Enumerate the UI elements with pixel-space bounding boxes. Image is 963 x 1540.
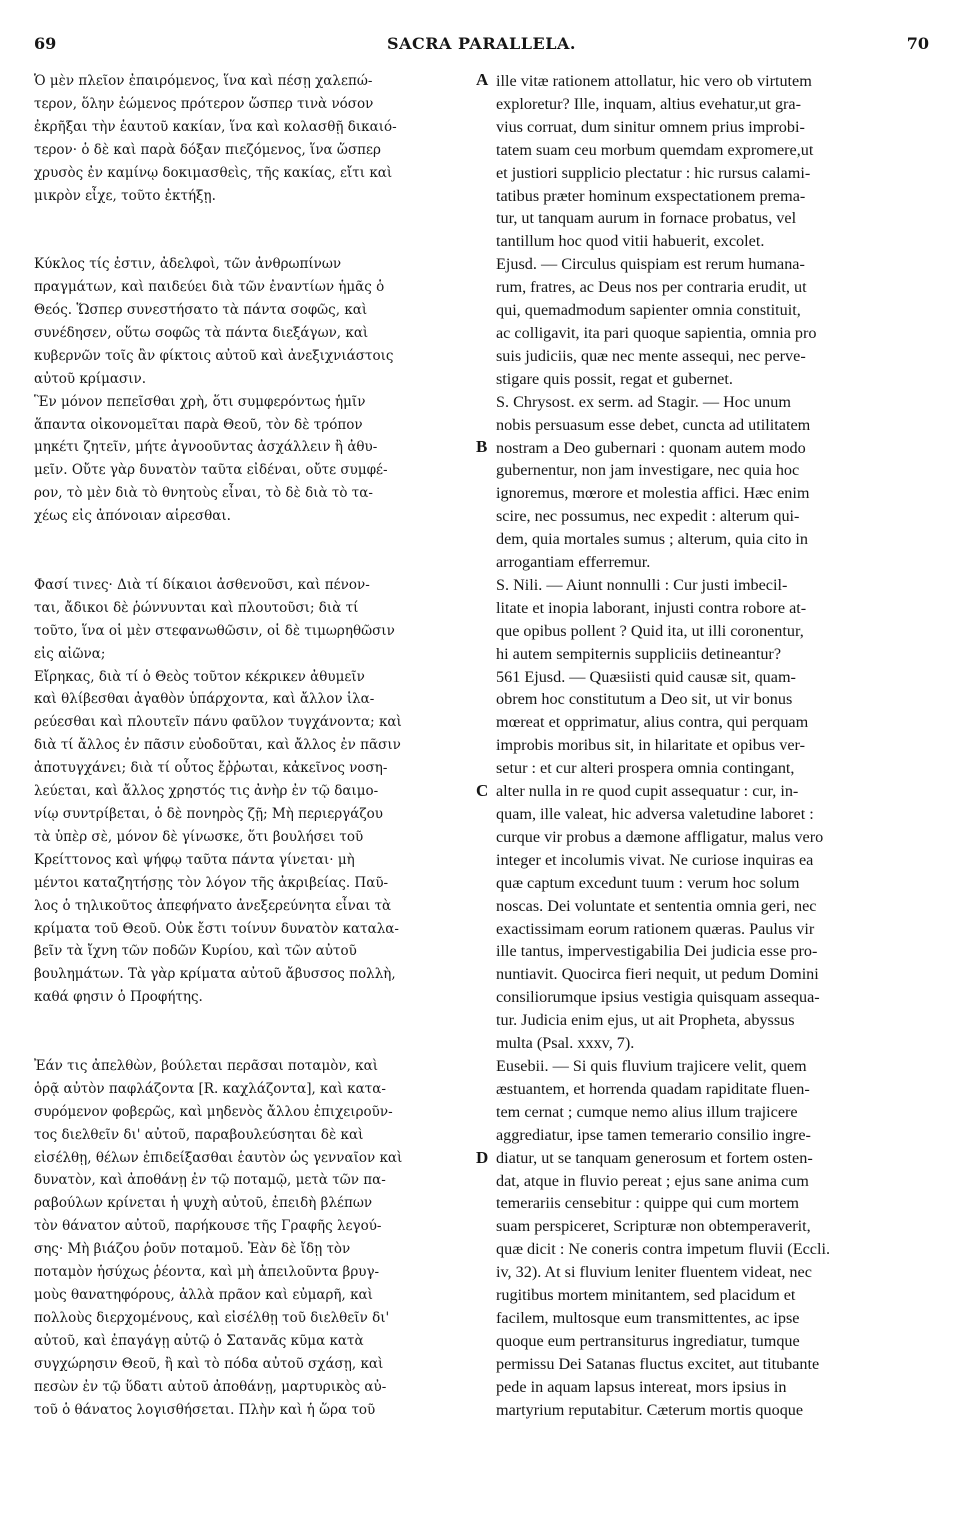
text-line: τὰ ὑπὲρ σὲ, μόνον δὲ γίνωσκε, ὅτι βουλήσει τοῦ <box>34 828 364 845</box>
margin-letter-c: C <box>476 781 489 800</box>
text-line: suam perspiceret, Scripturæ non obtemperaverit, <box>496 1217 811 1236</box>
text-line: iv, 32). At si fluvium leniter fluentem videat, nec <box>496 1263 812 1282</box>
text-line: nuntiavit. Quocirca fieri nequit, ut pedum Domini <box>496 965 819 984</box>
text-line: ρεύεσθαι καὶ πλουτεῖν πάνυ φαῦλον τυγχάνοντα; καὶ <box>34 714 402 731</box>
text-line: permissu Dei Satanas fluctus excitet, aut titubante <box>496 1354 820 1373</box>
text-line: tatem suam ceu morbum quemdam expromere,ut <box>496 140 814 159</box>
greek-paragraph-1 <box>34 70 472 207</box>
text-line: ὁρᾷ αὐτὸν παφλάζοντα [R. καχλάζοντα], καὶ κατα- <box>34 1080 386 1097</box>
text-line: suis judiciis, quæ nec mente assequi, nec perve- <box>496 346 806 365</box>
latin-paragraph-3 <box>496 391 932 574</box>
text-line: ac colligavit, ita pari quoque sapientia, omnia pro <box>496 323 817 342</box>
text-line: καὶ θλίβεσθαι ἀγαθὸν ὑπάρχοντα, καὶ ἄλλον ἱλα- <box>34 691 375 708</box>
text-line: gubernentur, non jam investigare, nec quia hoc <box>496 461 800 480</box>
text-line: ται, ἄδικοι δὲ ῥώννυνται καὶ πλουτοῦσι; διὰ τί <box>34 599 359 616</box>
text-line: quoque eum pertransiturus ingrediatur, tumque <box>496 1331 800 1350</box>
text-line: βουλημάτων. Τὰ γὰρ κρίματα αὐτοῦ ἄβυσσος πολλὴ, <box>34 966 396 983</box>
text-line: 561 Ejusd. — Quæsiisti quid causæ sit, quam- <box>496 667 796 686</box>
text-line: S. Nili. — Aiunt nonnulli : Cur justi imbecil- <box>496 575 788 594</box>
text-line: stigare quis possit, regat et gubernet. <box>496 369 733 388</box>
text-line: ἀποτυγχάνει; διὰ τί οὗτος ἔῤῥωται, κἀκεῖνος νοση- <box>34 760 388 777</box>
text-line: quam, ille valeat, hic adversa valetudine laboret : <box>496 805 814 823</box>
text-line: εἰς αἰῶνα; <box>34 645 106 662</box>
text-line: νίῳ συντρίβεται, ὁ δὲ πονηρὸς ζῇ; Μὴ περιεργάζου <box>34 805 383 822</box>
text-line: integer et incolumis vivat. Ne curiose inquiras ea <box>496 850 814 869</box>
margin-letter-a: A <box>476 70 489 89</box>
latin-paragraph-4 <box>496 574 932 666</box>
text-line: Φασί τινες· Διὰ τί δίκαιοι ἀσθενοῦσι, καὶ πένον- <box>34 576 370 593</box>
text-line: obrem hoc constitutum a Deo sit, ut vir bonus <box>496 690 793 709</box>
text-line: Ejusd. — Circulus quispiam est rerum humana- <box>496 255 805 274</box>
text-line: tur, ut tanquam aurum in fornace probatus, vel <box>496 209 797 228</box>
text-line: Ἐάν τις ἀπελθὼν, βούλεται περᾶσαι ποταμὸν, καὶ <box>34 1057 379 1074</box>
text-line: ραβούλων κρίνεται ἡ ψυχὴ αὐτοῦ, ἐπειδὴ βλέπων <box>34 1195 373 1212</box>
text-line: συρόμενον φοβερῶς, καὶ μηδενὸς ἄλλου ἐπιχειροῦν- <box>34 1103 393 1120</box>
text-line: αὐτοῦ κρίμασιν. <box>34 370 146 387</box>
text-line: ille tantus, impervestigabilia Dei judicia esse pro- <box>496 942 818 961</box>
text-line: temerariis censebitur : quippe qui cum mortem <box>496 1194 799 1213</box>
text-line: alter nulla in re quod cupit assequatur : cur, in- <box>496 782 799 801</box>
text-line: curque vir probus a dæmone affligatur, malus vero <box>496 827 824 846</box>
text-line: πολλοὺς διερχομένους, καὶ εἰσέλθῃ τοῦ διελθεῖν δι' <box>34 1309 390 1326</box>
text-line: συνέδησεν, οὕτω σοφῶς τὰ πάντα διεξάγων, καὶ <box>34 324 369 341</box>
text-line: τοῦτο, ἵνα οἱ μὲν στεφανωθῶσιν, οἱ δὲ τιμωρηθῶσιν <box>34 622 395 639</box>
text-line: λεύεται, καὶ ἄλλος χρηστός τις ἀνὴρ ἐν τῷ δαιμο- <box>34 783 379 800</box>
text-line: tantillum hoc quod vitii habuerit, excolet. <box>496 232 765 251</box>
text-line: Εἴρηκας, διὰ τί ὁ Θεὸς τοῦτον κέκρικεν ἀθυμεῖν <box>34 668 365 685</box>
text-line: κρίματα τοῦ Θεοῦ. Οὐκ ἔστι τοίνυν δυνατὸν καταλα- <box>34 920 399 937</box>
text-line: χέως εἰς ἀπόνοιαν αἱρεσθαι. <box>34 508 231 525</box>
text-line: εἰσέλθῃ, θέλων ἐπιδείξασθαι ἑαυτὸν ὡς γενναῖον καὶ <box>34 1149 403 1166</box>
text-line: exploretur? Ille, inquam, altius evehatur,ut gra- <box>496 94 802 113</box>
text-line: consiliorumque ipsius vestigia quisquam assequa- <box>496 988 820 1007</box>
greek-paragraph-6 <box>34 1055 472 1422</box>
text-line: que opibus pollent ? Quid ita, ut illi coronentur, <box>496 621 804 640</box>
text-line: et justiori supplicio plectatur : hic rursus calami- <box>496 163 811 182</box>
margin-letter-d: D <box>476 1148 489 1167</box>
text-line: arrogantiam efferremur. <box>496 553 651 572</box>
text-line: μέντοι καταζητήσῃς τὸν λόγον τῆς ἀκριβείας. Παῦ- <box>34 874 389 891</box>
text-line: ἐκρῆξαι τὴν ἑαυτοῦ κακίαν, ἵνα καὶ κολασθῇ δικαιό- <box>34 118 397 135</box>
text-line: quæ dicit : Ne coneris contra impetum fluvii (Eccli. <box>496 1240 831 1259</box>
text-line: τος διελθεῖν δι' αὐτοῦ, παραβουλεύσηται δὲ καὶ <box>34 1126 364 1143</box>
text-line: συγχώρησιν Θεοῦ, ἢ καὶ τὸ πόδα αὐτοῦ σχάσῃ, καὶ <box>34 1355 384 1372</box>
text-line: scire, nec possumus, nec expedit : alterum qui- <box>496 507 800 526</box>
greek-column <box>34 70 472 1421</box>
text-line: ρον, τὸ μὲν διὰ τὸ θνητοὺς εἶναι, τὸ δὲ διὰ τὸ τα- <box>34 485 373 502</box>
text-line: quæ captum excedunt tuum : verum hoc solum <box>496 873 800 892</box>
greek-paragraph-2 <box>34 253 472 390</box>
text-line: αὐτοῦ, καὶ ἐπαγάγῃ αὐτῷ ὁ Σατανᾶς κῦμα κατὰ <box>34 1332 364 1349</box>
text-line: hi autem sempiternis suppliciis detineantur? <box>496 644 782 663</box>
right-page-number: 70 <box>906 34 929 53</box>
text-line: Ὁ μὲν πλεῖον ἐπαιρόμενος, ἵνα καὶ πέσῃ χαλεπώ- <box>34 73 373 89</box>
text-line: Κύκλος τίς ἐστιν, ἀδελφοὶ, τῶν ἀνθρωπίνων <box>34 256 342 273</box>
text-line: μικρὸν εἶχε, τοῦτο ἐκτήξῃ. <box>34 187 216 204</box>
text-line: dat, atque in fluvio pereat ; ejus sane anima cum <box>496 1171 809 1190</box>
text-line: diatur, ut se tanquam generosum et fortem osten- <box>496 1148 813 1167</box>
left-page-number: 69 <box>34 34 57 53</box>
text-line: vius corruat, dum sinitur omnem prius improbi- <box>496 117 805 136</box>
text-line: litate et inopia laborant, injusti contra robore at- <box>496 598 807 617</box>
text-line: καθά φησιν ὁ Προφήτης. <box>34 989 203 1006</box>
text-line: χρυσὸς ἐν καμίνῳ δοκιμασθεὶς, τῆς κακίας, εἴτι καὶ <box>34 164 393 181</box>
text-line: βεῖν τὰ ἴχνη τῶν ποδῶν Κυρίου, καὶ τῶν αὐτοῦ <box>34 943 357 960</box>
text-line: tem cernat ; cumque nemo alius illum trajicere <box>496 1102 798 1121</box>
text-line: διὰ τί ἄλλος ἐν πᾶσιν εὐοδοῦται, καὶ ἄλλος ἐν πᾶσιν <box>34 737 401 754</box>
text-line: τερον, ὅλην ἐώμενος πρότερον ὥσπερ τινὰ νόσον <box>34 95 374 112</box>
text-line: μοὺς θανατηφόρους, ἀλλὰ πρᾶον καὶ εὐμαρῆ, καὶ <box>34 1286 373 1303</box>
text-line: ἅπαντα οἰκονομεῖται παρὰ Θεοῦ, τὸν δὲ τρόπον <box>34 416 363 433</box>
latin-paragraph-2 <box>496 253 932 390</box>
greek-paragraph-3 <box>34 391 472 528</box>
text-line: τερον· ὁ δὲ καὶ παρὰ δόξαν πιεζόμενος, ἵνα ὥσπερ <box>34 141 381 158</box>
text-line: multa (Psal. xxxv, 7). <box>496 1034 635 1053</box>
text-line: tatibus præter hominum exspectationem prema- <box>496 186 806 205</box>
latin-paragraph-1 <box>496 70 932 253</box>
text-line: facilem, multosque eum transmittentes, ac ipse <box>496 1308 800 1327</box>
text-line: setur : et cur alteri prospera omnia contingant, <box>496 759 795 778</box>
text-line: Ἓν μόνον πεπεῖσθαι χρὴ, ὅτι συμφερόντως ἡμῖν <box>34 393 366 410</box>
text-line: πραγμάτων, καὶ παιδεύει διὰ τῶν ἐναντίων ἡμᾶς ὁ <box>34 279 385 296</box>
text-line: Θεός. Ὥσπερ συνεστήσατο τὰ πάντα σοφῶς, καὶ <box>34 302 368 319</box>
text-line: Κρείττονος καὶ ψήφῳ ταῦτα πάντα γίνεται· μὴ <box>34 851 355 868</box>
text-line: tur. Judicia enim ejus, ut ait Propheta, abyssus <box>496 1011 795 1030</box>
latin-paragraph-5 <box>496 666 932 1055</box>
text-line: æstuantem, et horrenda quadam rapiditate fluen- <box>496 1079 810 1098</box>
greek-paragraph-4 <box>34 574 472 666</box>
text-line: qui, quemadmodum sapienter omnia constituit, <box>496 301 801 320</box>
text-line: S. Chrysost. ex serm. ad Stagir. — Hoc unum <box>496 392 791 411</box>
text-line: mœreat et opprimatur, alius contra, qui perquam <box>496 713 809 732</box>
running-title: SACRA PARALLELA. <box>387 34 576 53</box>
text-line: πεσὼν ἐν τῷ ὕδατι αὐτοῦ ἀποθάνῃ, μαρτυρικὸς αὐ- <box>34 1378 387 1395</box>
text-line: ignoremus, mœrore et molestia affici. Hæc enim <box>496 484 810 503</box>
text-line: δυνατὸν, καὶ ἀποθάνῃ ἐν τῷ ποταμῷ, μετὰ τῶν πα- <box>34 1172 386 1189</box>
text-line: σης· Μὴ βιάζου ῥοῦν ποταμοῦ. Ἐὰν δὲ ἴδῃ τὸν <box>34 1241 351 1258</box>
text-line: μηκέτι ζητεῖν, μήτε ἀγνοοῦντας ἀσχάλλειν ἢ ἀθυ- <box>34 439 378 456</box>
text-line: exactissimam eorum rationem quæras. Paulus vir <box>496 919 815 938</box>
text-line: λος ὁ τηλικοῦτος ἀπεφήνατο ἀνεξερεύνητα εἶναι τὰ <box>34 897 392 914</box>
page-header <box>34 34 929 60</box>
latin-paragraph-6 <box>496 1055 932 1422</box>
text-line: τὸν θάνατον αὐτοῦ, παρήκουσε τῆς Γραφῆς λεγού- <box>34 1218 382 1235</box>
latin-column <box>496 70 932 1421</box>
text-line: martyrium reputabitur. Cæterum mortis quoque <box>496 1400 804 1419</box>
text-line: nobis persuasum esse debet, cuncta ad utilitatem <box>496 415 811 434</box>
text-line: μεῖν. Οὔτε γὰρ δυνατὸν ταῦτα εἰδέναι, οὔτε συμφέ- <box>34 462 388 479</box>
text-line: rum, fratres, ac Deus nos per contraria erudit, ut <box>496 278 807 297</box>
text-line: rugitibus mortem minitantem, sed placidum et <box>496 1286 796 1305</box>
text-line: ποταμὸν ἡσύχως ῥέοντα, καὶ μὴ ἀπειλοῦντα βρυγ- <box>34 1264 380 1281</box>
text-line: dem, quia mortales sumus ; alterum, quia cito in <box>496 530 808 549</box>
text-line: nostram a Deo gubernari : quonam autem modo <box>496 438 806 457</box>
text-line: noscas. Dei voluntate et sententia omnia geri, nec <box>496 896 817 915</box>
text-line: improbis moribus sit, in hilaritate et opibus ver- <box>496 736 805 755</box>
text-line: Eusebii. — Si quis fluvium trajicere velit, quem <box>496 1056 807 1075</box>
greek-paragraph-5 <box>34 666 472 1010</box>
text-line: aggrediatur, ipse tamen temerario consilio ingre- <box>496 1125 811 1144</box>
text-line: ille vitæ rationem attollatur, hic vero ob virtutem <box>496 72 812 90</box>
text-line: pede in aquam lapsus intereat, mors ipsius in <box>496 1377 787 1396</box>
text-line: τοῦ ὁ θάνατος λογισθήσεται. Πλὴν καὶ ἡ ὥρα τοῦ <box>34 1401 376 1418</box>
text-line: κυβερνῶν τοῖς ἂν φίκτοις αὐτοῦ καὶ ἀνεξιχνιάστοις <box>34 347 394 364</box>
margin-letter-b: B <box>476 437 488 456</box>
